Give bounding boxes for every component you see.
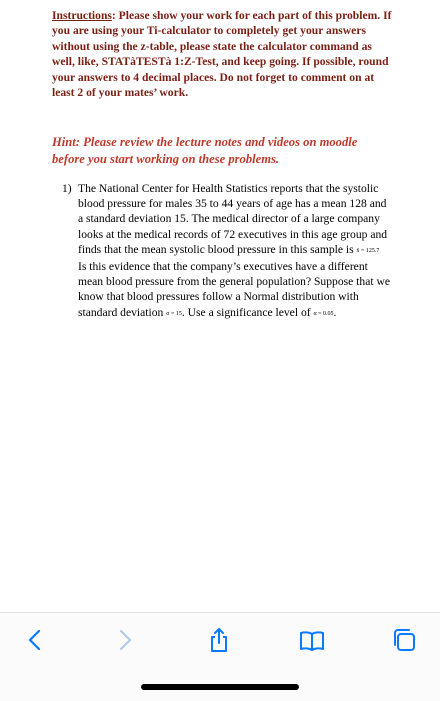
question-text-part2: Is this evidence that the company’s executives have a different mean blood pressure from the general population? Suppose that we know that blood pressures follow a Normal distribution with standard deviation (78, 260, 390, 319)
hint-paragraph: Hint: Please review the lecture notes and videos on moodle before you start working on these problems. (52, 135, 358, 166)
tabs-icon (390, 626, 418, 654)
home-indicator[interactable] (141, 684, 299, 690)
bookmarks-button[interactable] (298, 626, 326, 654)
instructions-text: : Please show your work for each part of this problem. If you are using your Ti-calculator to completely get your answers without using the z-table, please state the calculator command as well, like, STATàTESTà 1:Z-Test, and keep going. If possible, round your answers to 4 decimal places. Do not forget to comment on at least 2 of your mates’ work. (52, 9, 392, 100)
question-body (62, 181, 390, 322)
tabs-button[interactable] (390, 626, 418, 654)
sample-mean-formula: x̄ = 125.7 (356, 247, 380, 254)
share-icon (205, 626, 233, 654)
back-icon (22, 626, 50, 654)
forward-button[interactable] (110, 626, 138, 654)
question-text-part4: . (333, 305, 337, 319)
question-1 (62, 181, 390, 322)
share-button[interactable] (205, 626, 233, 654)
forward-icon (110, 626, 138, 654)
sigma-formula: σ = 15 (166, 310, 182, 317)
alpha-formula: α = 0.05 (313, 310, 334, 317)
question-number: 1) (62, 182, 72, 195)
question-text-part3: . Use a significance level of (181, 305, 314, 319)
instructions-paragraph (52, 8, 392, 100)
instructions-label: Instructions (52, 9, 112, 22)
question-text-part1: The National Center for Health Statistics reports that the systolic blood pressure for males 35 to 44 years of age has a mean 128 and a standard deviation 15. The medical director of a large company looks at the medical records of 72 executives in this age group and finds that the mean systolic blood pressure in this sample is (78, 182, 388, 256)
back-button[interactable] (22, 626, 50, 654)
bookmarks-icon (298, 626, 326, 654)
